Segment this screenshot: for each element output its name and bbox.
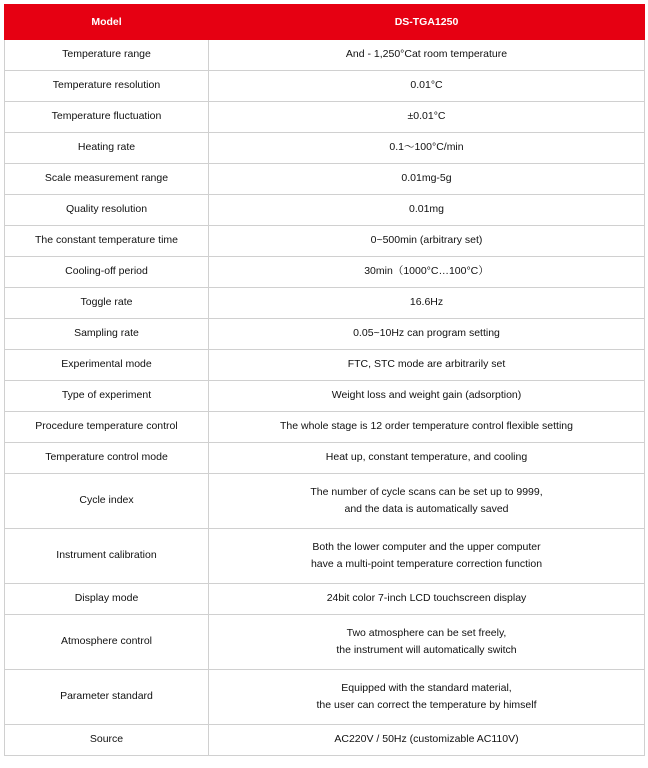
table-row bbox=[5, 195, 645, 226]
spec-label: Toggle rate bbox=[5, 288, 209, 319]
header-model-label: Model bbox=[5, 5, 209, 40]
table-row bbox=[5, 257, 645, 288]
table-row bbox=[5, 615, 645, 670]
spec-value-line: the instrument will automatically switch bbox=[336, 644, 517, 656]
spec-label: Quality resolution bbox=[5, 195, 209, 226]
spec-label: Instrument calibration bbox=[5, 529, 209, 584]
spec-table bbox=[4, 4, 645, 756]
spec-label: Temperature resolution bbox=[5, 71, 209, 102]
spec-value bbox=[209, 670, 645, 725]
spec-label: Temperature range bbox=[5, 40, 209, 71]
spec-value-line: 0.01mg bbox=[408, 203, 445, 216]
spec-value-line: Weight loss and weight gain (adsorption) bbox=[331, 389, 522, 402]
spec-value bbox=[209, 443, 645, 474]
spec-value bbox=[209, 195, 645, 226]
spec-label: The constant temperature time bbox=[5, 226, 209, 257]
spec-value-line: Both the lower computer and the upper computer bbox=[312, 540, 541, 553]
table-row bbox=[5, 319, 645, 350]
spec-value bbox=[209, 40, 645, 71]
spec-value-line: 0~500min (arbitrary set) bbox=[370, 234, 483, 247]
spec-value-line: The number of cycle scans can be set up to 9999, bbox=[310, 485, 543, 498]
spec-value bbox=[209, 412, 645, 443]
spec-label: Heating rate bbox=[5, 133, 209, 164]
spec-table-container bbox=[4, 4, 644, 756]
table-row bbox=[5, 102, 645, 133]
spec-value-line: And - 1,250°Cat room temperature bbox=[345, 48, 508, 61]
spec-value-line: Two atmosphere can be set freely, bbox=[346, 626, 507, 639]
table-row bbox=[5, 725, 645, 756]
spec-label: Procedure temperature control bbox=[5, 412, 209, 443]
spec-value bbox=[209, 133, 645, 164]
spec-label: Temperature fluctuation bbox=[5, 102, 209, 133]
spec-label: Cycle index bbox=[5, 474, 209, 529]
spec-value bbox=[209, 725, 645, 756]
spec-label: Temperature control mode bbox=[5, 443, 209, 474]
spec-label: Parameter standard bbox=[5, 670, 209, 725]
spec-value-line: the user can correct the temperature by himself bbox=[316, 699, 537, 711]
spec-value-line: The whole stage is 12 order temperature control flexible setting bbox=[280, 420, 573, 433]
spec-value bbox=[209, 319, 645, 350]
spec-value-line: ±0.01°C bbox=[407, 110, 446, 123]
spec-label: Source bbox=[5, 725, 209, 756]
table-row bbox=[5, 71, 645, 102]
table-row bbox=[5, 584, 645, 615]
spec-value-line: Heat up, constant temperature, and cooling bbox=[325, 451, 528, 464]
spec-value bbox=[209, 529, 645, 584]
table-header-row bbox=[5, 5, 645, 40]
table-row bbox=[5, 288, 645, 319]
spec-value bbox=[209, 288, 645, 319]
spec-value bbox=[209, 226, 645, 257]
spec-value-line: Equipped with the standard material, bbox=[341, 681, 512, 694]
table-row bbox=[5, 226, 645, 257]
table-row bbox=[5, 133, 645, 164]
spec-label: Atmosphere control bbox=[5, 615, 209, 670]
spec-label: Type of experiment bbox=[5, 381, 209, 412]
table-row bbox=[5, 350, 645, 381]
table-row bbox=[5, 474, 645, 529]
spec-value-line: 16.6Hz bbox=[409, 296, 444, 309]
table-row bbox=[5, 381, 645, 412]
spec-value-line: 30min（1000°C…100°C） bbox=[364, 265, 489, 278]
spec-value-line: 0.05~10Hz can program setting bbox=[353, 327, 500, 340]
table-row bbox=[5, 443, 645, 474]
spec-label: Experimental mode bbox=[5, 350, 209, 381]
spec-value bbox=[209, 350, 645, 381]
table-row bbox=[5, 529, 645, 584]
spec-value bbox=[209, 615, 645, 670]
spec-value-line: AC220V / 50Hz (customizable AC110V) bbox=[334, 733, 519, 746]
spec-label: Cooling-off period bbox=[5, 257, 209, 288]
table-row bbox=[5, 670, 645, 725]
table-row bbox=[5, 164, 645, 195]
spec-value bbox=[209, 584, 645, 615]
spec-value bbox=[209, 71, 645, 102]
spec-value-line: have a multi-point temperature correction function bbox=[310, 558, 543, 570]
spec-value bbox=[209, 474, 645, 529]
spec-value-line: FTC, STC mode are arbitrarily set bbox=[347, 358, 506, 371]
spec-value-line: 0.1～100°C/min bbox=[389, 141, 464, 154]
spec-table-body bbox=[5, 40, 645, 756]
spec-value bbox=[209, 257, 645, 288]
header-model-value: DS-TGA1250 bbox=[209, 5, 645, 40]
spec-value-line: and the data is automatically saved bbox=[344, 503, 509, 515]
spec-value bbox=[209, 102, 645, 133]
spec-value-line: 0.01mg-5g bbox=[401, 172, 452, 185]
table-row bbox=[5, 412, 645, 443]
spec-label: Scale measurement range bbox=[5, 164, 209, 195]
spec-value bbox=[209, 381, 645, 412]
spec-label: Display mode bbox=[5, 584, 209, 615]
spec-value-line: 24bit color 7-inch LCD touchscreen display bbox=[326, 592, 527, 605]
spec-value-line: 0.01°C bbox=[410, 79, 443, 92]
spec-label: Sampling rate bbox=[5, 319, 209, 350]
table-row bbox=[5, 40, 645, 71]
spec-value bbox=[209, 164, 645, 195]
